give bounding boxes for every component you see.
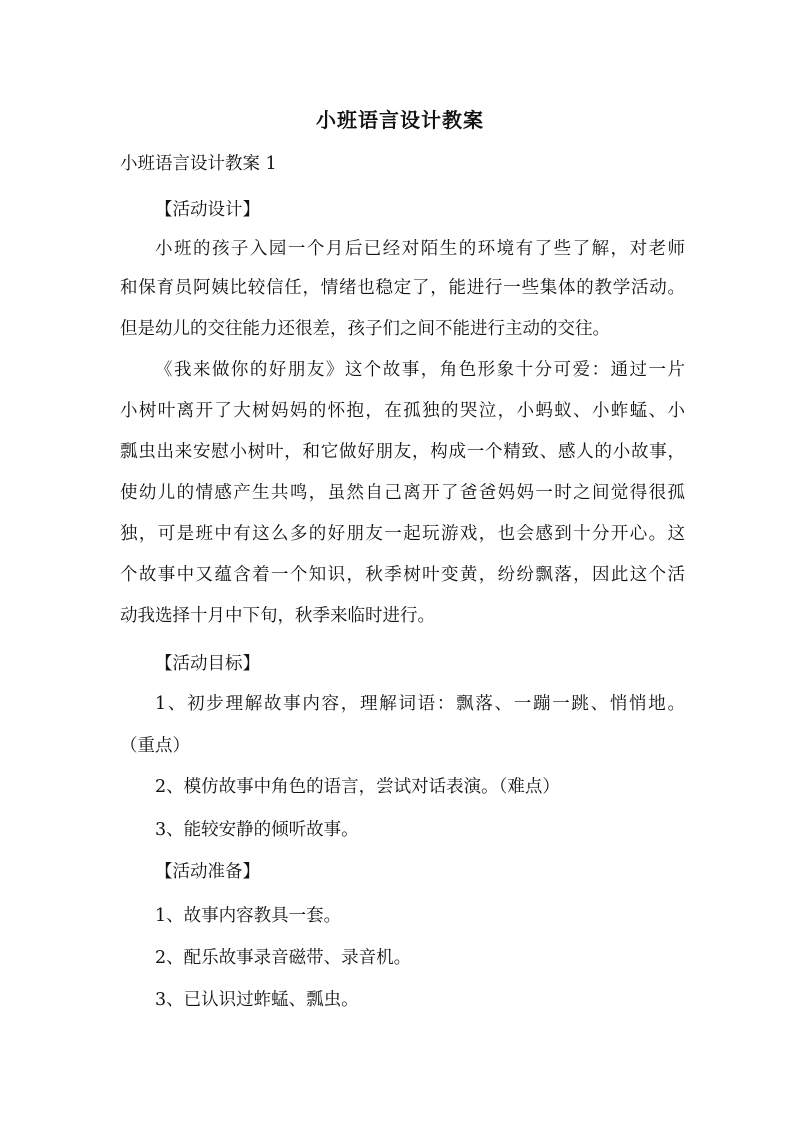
goal-item-continuation: （重点） [120,736,190,756]
document-subtitle: 小班语言设计教案 1 [120,154,277,174]
paragraph-line: 《我来做你的好朋友》这个故事，角色形象十分可爱：通过一片 [155,360,685,380]
paragraph-line: 使幼儿的情感产生共鸣，虽然自己离开了爸爸妈妈一时之间觉得很孤 [120,483,685,503]
paragraph-line: 但是幼儿的交往能力还很差，孩子们之间不能进行主动的交往。 [120,319,610,339]
goal-item: 3、能较安静的倾听故事。 [155,820,359,840]
paragraph-line: 和保育员阿姨比较信任，情绪也稳定了，能进行一些集体的教学活动。 [120,278,685,298]
prep-item: 1、故事内容教具一套。 [155,906,342,926]
document-title: 小班语言设计教案 [316,108,484,132]
prep-item: 2、配乐故事录音磁带、录音机。 [155,948,412,968]
prep-item: 3、已认识过蚱蜢、瓢虫。 [155,990,359,1010]
paragraph-line: 瓢虫出来安慰小树叶，和它做好朋友，构成一个精致、感人的小故事， [120,442,685,462]
section-heading-goals: 【活动目标】 [155,654,260,674]
paragraph-line: 个故事中又蕴含着一个知识，秋季树叶变黄，纷纷飘落，因此这个活 [120,565,685,585]
paragraph-line: 小树叶离开了大树妈妈的怀抱，在孤独的哭泣，小蚂蚁、小蚱蜢、小 [120,401,685,421]
paragraph-line: 独，可是班中有这么多的好朋友一起玩游戏，也会感到十分开心。这 [120,524,685,544]
goal-item: 2、模仿故事中角色的语言，尝试对话表演。（难点） [155,777,560,797]
section-heading-design: 【活动设计】 [155,200,260,220]
goal-item: 1、初步理解故事内容，理解词语：飘落、一蹦一跳、悄悄地。 [155,694,685,714]
paragraph-line: 动我选择十月中下旬，秋季来临时进行。 [120,606,435,626]
paragraph-line: 小班的孩子入园一个月后已经对陌生的环境有了些了解，对老师 [155,239,685,259]
section-heading-prep: 【活动准备】 [155,862,260,882]
